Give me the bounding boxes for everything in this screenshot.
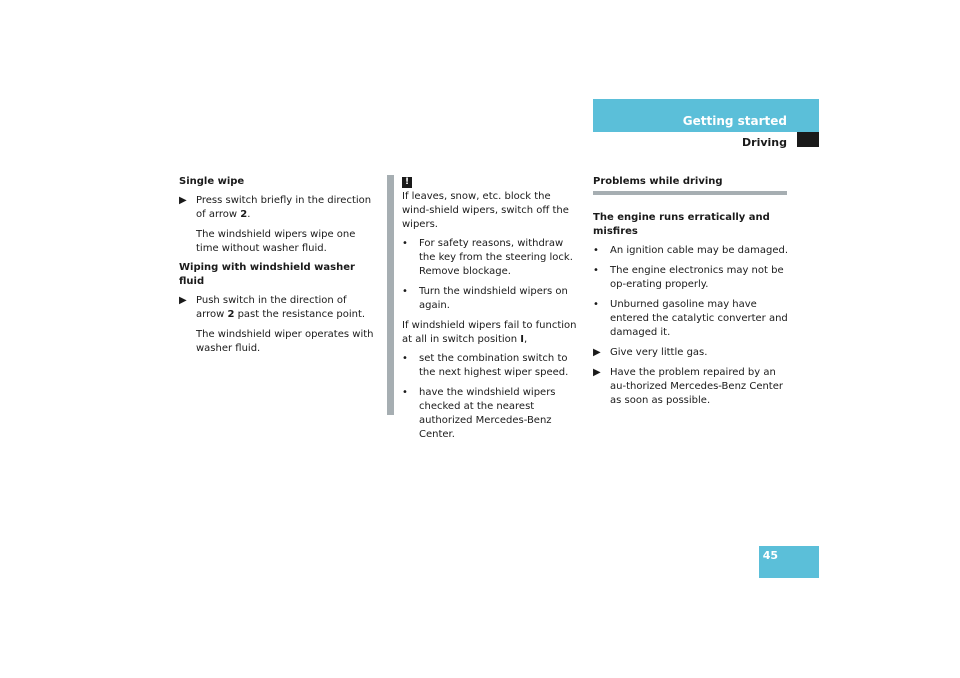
bullet-icon: • xyxy=(593,245,599,256)
note-bullet-text: Turn the windshield wipers on again. xyxy=(419,286,568,311)
action-text: Have the problem repaired by an au-thorized Mercedes-Benz Center as soon as possible. xyxy=(610,367,783,406)
bullet-icon: • xyxy=(402,387,408,398)
washer-heading: Wiping with windshield washer fluid xyxy=(179,262,355,287)
step-text-end: past the resistance point. xyxy=(234,309,366,320)
note-bullet-text: have the windshield wipers checked at the nearest authorized Mercedes-Benz Center. xyxy=(419,387,556,440)
fail-text: If windshield wipers fail to function at all in switch position xyxy=(402,320,577,345)
cause-bullet xyxy=(593,298,789,340)
step-text: Push switch in the direction of arrow xyxy=(196,295,347,320)
step-result: The windshield wiper operates with washer fluid. xyxy=(196,329,374,354)
title-rule xyxy=(593,191,787,195)
action-step xyxy=(593,366,789,408)
note-bullet-text: set the combination switch to the next highest wiper speed. xyxy=(419,353,569,378)
note-bullet xyxy=(402,352,580,380)
fail-text-end: , xyxy=(524,334,528,345)
bullet-icon: • xyxy=(402,238,408,249)
arrow-number: 2 xyxy=(227,309,235,320)
page-number: 45 xyxy=(762,549,778,562)
note-fail-text xyxy=(402,319,580,347)
note-bullet xyxy=(402,285,580,313)
problem-subheading: The engine runs erratically and misfires xyxy=(593,212,770,237)
arrow-number: 2 xyxy=(240,209,248,220)
warning-icon: ! xyxy=(402,177,412,188)
step-arrow-icon: ▶ xyxy=(593,367,601,378)
step-text-end: . xyxy=(247,209,251,220)
bullet-icon: • xyxy=(402,353,408,364)
bullet-icon: • xyxy=(593,299,599,310)
left-column xyxy=(179,175,375,356)
step-arrow-icon: ▶ xyxy=(593,347,601,358)
step-arrow-icon: ▶ xyxy=(179,295,187,306)
cause-text: Unburned gasoline may have entered the catalytic converter and damaged it. xyxy=(610,299,788,338)
step-text: Press switch briefly in the direction of arrow xyxy=(196,195,372,220)
note-bullet xyxy=(402,237,580,279)
single-wipe-heading: Single wipe xyxy=(179,176,245,187)
note-bullet xyxy=(402,386,580,442)
right-column xyxy=(593,175,789,408)
cause-bullet xyxy=(593,244,789,258)
action-text: Give very little gas. xyxy=(610,347,708,358)
cause-text: An ignition cable may be damaged. xyxy=(610,245,789,256)
action-step xyxy=(593,346,789,360)
cause-text: The engine electronics may not be op-erating properly. xyxy=(610,265,784,290)
step-arrow-icon: ▶ xyxy=(179,195,187,206)
cause-bullet xyxy=(593,264,789,292)
section-title: Getting started xyxy=(682,114,787,128)
step-single-wipe xyxy=(179,194,375,222)
problems-title: Problems while driving xyxy=(593,176,723,187)
note-intro: If leaves, snow, etc. block the wind-shield wipers, switch off the wipers. xyxy=(402,191,569,230)
note-column xyxy=(402,175,580,442)
bullet-icon: • xyxy=(402,286,408,297)
note-bar xyxy=(387,175,394,415)
step-result: The windshield wipers wipe one time without washer fluid. xyxy=(196,229,356,254)
step-washer xyxy=(179,294,375,322)
bullet-icon: • xyxy=(593,265,599,276)
note-bullet-text: For safety reasons, withdraw the key from the steering lock. Remove blockage. xyxy=(419,238,573,277)
header-marker xyxy=(797,132,819,147)
switch-position: I xyxy=(520,334,525,345)
subsection-title: Driving xyxy=(742,136,787,149)
